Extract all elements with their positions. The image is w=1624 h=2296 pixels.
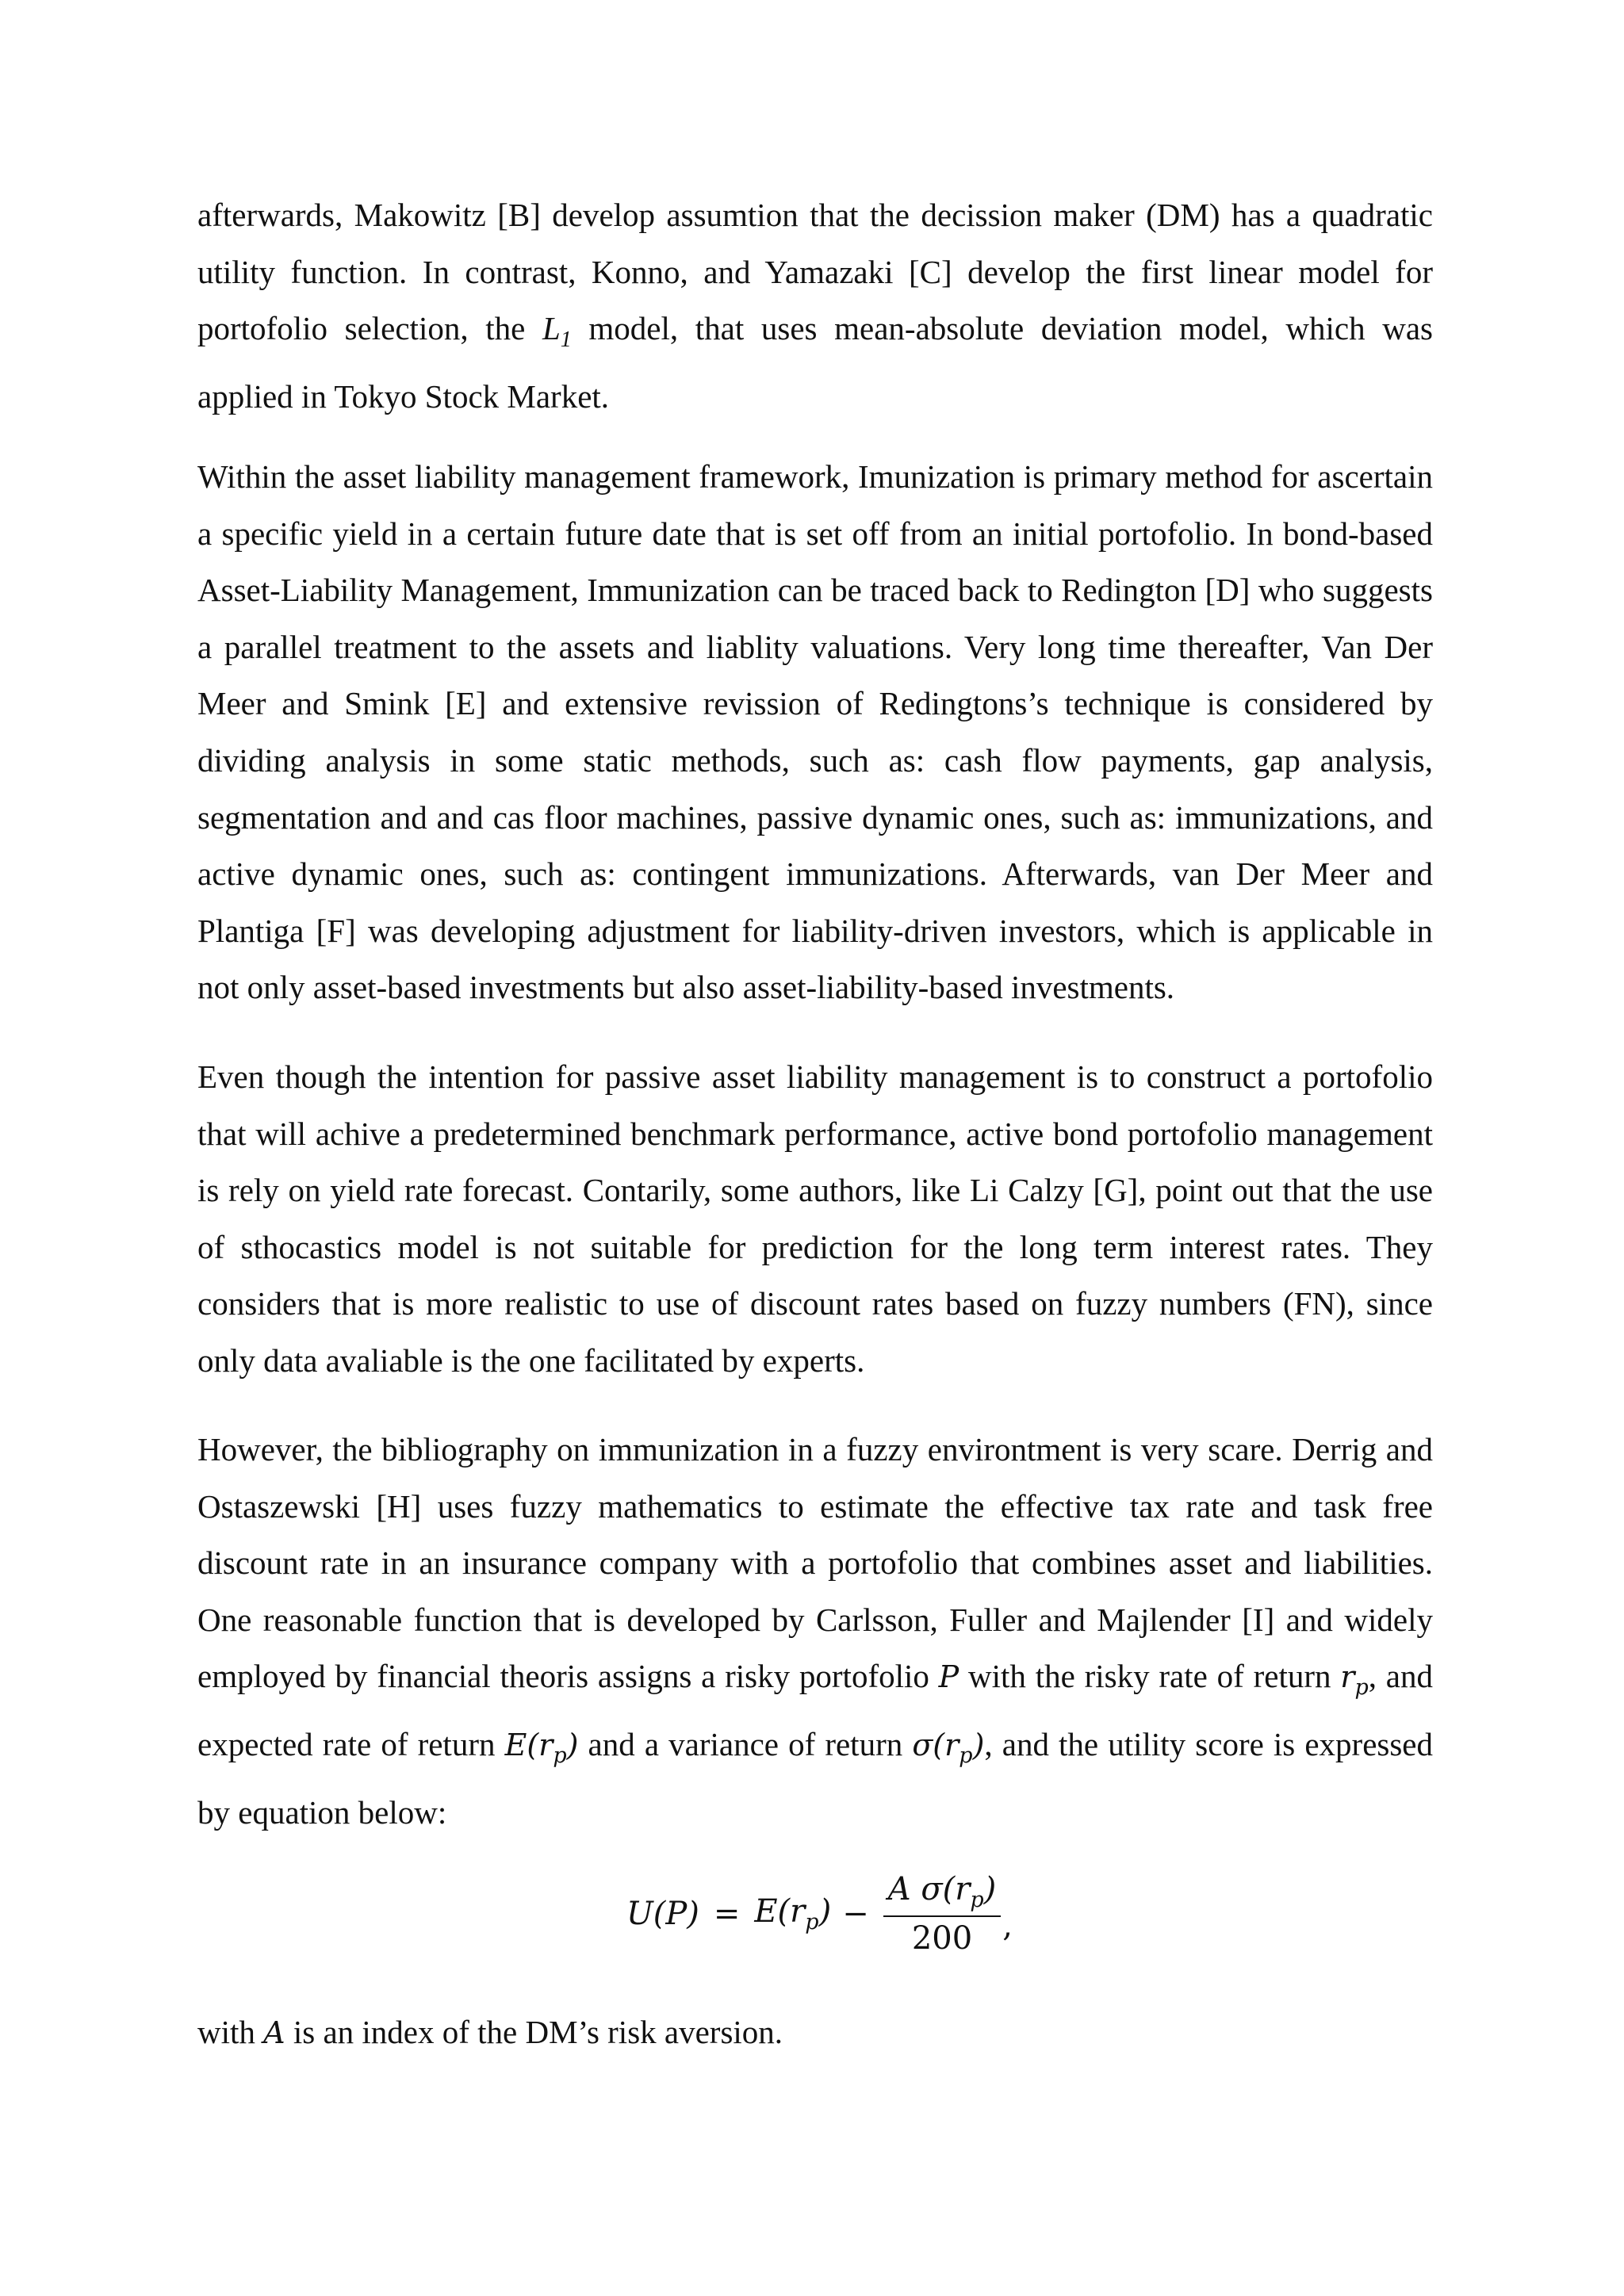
equation-fraction [883,1871,1002,1957]
variable-l: L [542,310,561,347]
equation-equals: = [713,1896,741,1932]
paragraph-2 [197,449,1433,1016]
expression-variance-subscript: p [959,1743,973,1768]
paragraph-4-text-c: , and expected rate of return [197,1658,1433,1762]
paragraph-4-text-d: and a variance of return [578,1725,913,1762]
variable-a: A [263,2015,285,2050]
variable-r: r [1340,1659,1355,1695]
variable-r-subscript: p [1354,1675,1369,1701]
expression-expected-return-head: E(r [504,1727,553,1762]
equation-numerator-close: ) [983,1871,997,1908]
equation-numerator-head: A σ(r [887,1871,971,1908]
equation-expected-term-head: E(r [754,1893,806,1930]
expression-variance [912,1727,985,1768]
expression-expected-return-subscript: p [553,1743,567,1768]
paragraph-1 [197,187,1433,425]
paragraph-4-text-a: However, the bibliography on immunization in a fuzzy environtment is very scare. Derrig and Ostaszewski [H] uses fuzzy mathematics to estimate the effective tax rate and task free discount rate in an insurance company with a portofolio that combines asset and liabilities. One reasonable function that is developed by Carlsson, Fuller and Majlender [I] and widely employed by financial theoris assigns a risky portofolio [197,1431,1433,1695]
variable-p: P [938,1659,959,1695]
equation-denominator: 200 [911,1920,973,1957]
paragraph-5-text-b: is an index of the DM’s risk aversion. [285,2014,783,2050]
expression-variance-head: σ(r [912,1727,959,1762]
paragraph-4-text-b: with the risky rate of return [959,1658,1341,1695]
paragraph-2-text: Within the asset liability management framework, Imunization is primary method for ascertain a specific yield in a certain future date that is set off from an initial portofolio. In bond-based Asset-Liability Management, Immunization can be traced back to Redington [D] who suggests a parallel treatment to the assets and liablity valuations. Very long time thereafter, Van Der Meer and Smink [E] and extensive revission of Redingtons’s technique is considered by dividing analysis in some static methods, such as: cash flow payments, gap analysis, segmentation and and cas floor machines, passive dynamic ones, such as: immunizations, and active dynamic ones, such as: contingent immunizations. Afterwards, van Der Meer and Plantiga [F] was developing adjustment for liability-driven investors, which is applicable in not only asset-based investments but also asset-liability-based investments. [197,458,1433,1006]
variable-l1 [542,310,572,353]
expression-expected-return-close: ) [566,1727,579,1762]
paragraph-1-text-b: model, that uses mean-absolute deviation model, which was applied in Tokyo Stock Market. [197,310,1433,415]
equation-numerator [883,1871,1002,1915]
equation-expected-term-subscript: p [805,1910,819,1934]
paragraph-5-text-a: with [197,2014,264,2050]
equation-numerator-subscript: p [970,1888,984,1912]
equation-minus: − [842,1896,869,1932]
paragraph-1-text-a: afterwards, Makowitz [B] develop assumtion that the decission maker (DM) has a quadratic utility function. In contrast, Konno, and Yamazaki [C] develop the first linear model for portofolio selection, the [197,197,1433,347]
equation-lhs: U(P) [626,1896,699,1932]
expression-variance-close: ) [972,1727,985,1762]
equation-trailing-comma: , [1002,1908,1013,1944]
paragraph-3-text: Even though the intention for passive asset liability management is to construct a portofolio that will achive a predetermined benchmark performance, active bond portofolio management is rely on yield rate forecast. Contarily, some authors, like Li Calzy [G], point out that the use of sthocastics model is not suitable for prediction for the long term interest rates. They considers that is more realistic to use of discount rates based on fuzzy numbers (FN), since only data avaliable is the one facilitated by experts. [197,1058,1433,1379]
expression-expected-return [504,1727,579,1768]
paragraph-4-text-e: , and the utility score is expressed by equation below: [197,1725,1433,1831]
variable-l-subscript: 1 [560,327,572,353]
paragraph-3 [197,1049,1433,1390]
equation-expected-term-close: ) [818,1893,832,1930]
paragraph-5 [197,2004,783,2062]
equation-expected-term [754,1893,831,1934]
utility-equation [626,1866,1013,1961]
paragraph-4 [197,1422,1433,1841]
variable-r-p [1340,1659,1369,1701]
